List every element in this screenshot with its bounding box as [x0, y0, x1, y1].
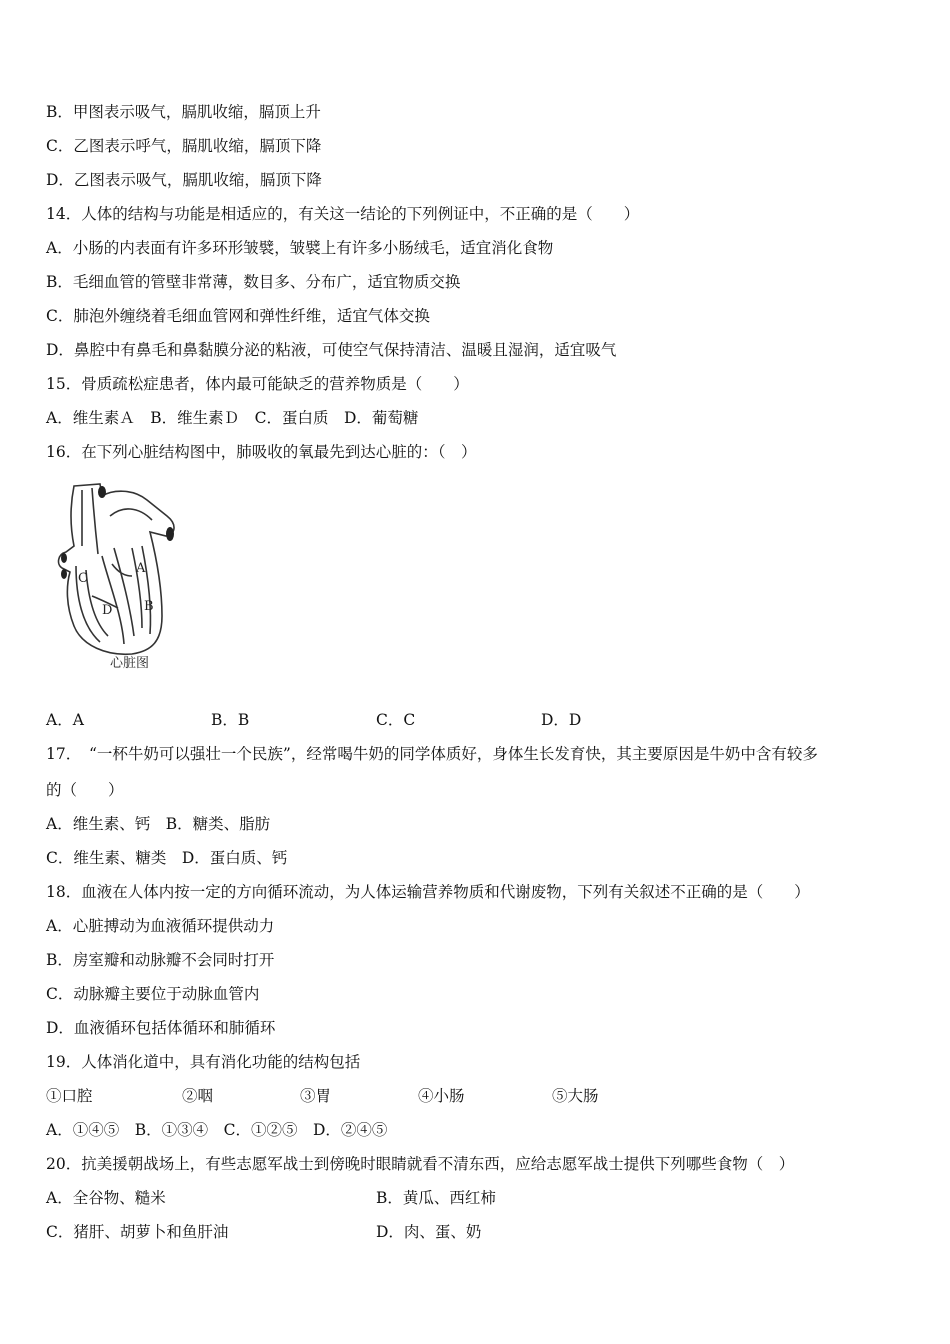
- q16-option-d: D．D: [541, 711, 582, 729]
- q15-stem: 15．骨质疏松症患者，体内最可能缺乏的营养物质是（ ）: [46, 375, 469, 393]
- q18-option-d: D．血液循环包括体循环和肺循环: [46, 1019, 276, 1037]
- q16-option-c: C．C: [376, 711, 416, 729]
- q18-option-b: B．房室瓣和动脉瓣不会同时打开: [46, 951, 275, 969]
- q18-stem: 18．血液在人体内按一定的方向循环流动，为人体运输营养物质和代谢废物，下列有关叙述不正确的是（ ）: [46, 883, 810, 901]
- q16-option-a: A．A: [46, 711, 84, 729]
- vessel-end-left-upper: [61, 553, 67, 563]
- q14-option-a: A．小肠的内表面有许多环形皱襞，皱襞上有许多小肠绒毛，适宜消化食物: [46, 239, 554, 257]
- valve-lines: [92, 564, 132, 608]
- q19-options: A．①④⑤ B．①③④ C．①②⑤ D．②④⑤: [46, 1121, 388, 1139]
- q15-options: A．维生素Ａ B．维生素Ｄ C．蛋白质 D．葡萄糖: [46, 409, 419, 427]
- q18-option-c: C．动脉瓣主要位于动脉血管内: [46, 985, 260, 1003]
- q14-option-b: B．毛细血管的管壁非常薄，数目多、分布广，适宜物质交换: [46, 273, 461, 291]
- label-c: C: [78, 571, 88, 586]
- q20-option-c: C．猪肝、胡萝卜和鱼肝油: [46, 1223, 229, 1241]
- vessel-end-top: [98, 486, 106, 498]
- label-a: A: [136, 561, 146, 576]
- q14-stem: 14．人体的结构与功能是相适应的，有关这一结论的下列例证中，不正确的是（ ）: [46, 205, 640, 223]
- q14-option-d: D．鼻腔中有鼻毛和鼻黏膜分泌的粘液，可使空气保持清洁、温暖且湿润，适宜吸气: [46, 341, 617, 359]
- q19-item-1: ①口腔: [46, 1087, 93, 1105]
- label-d: D: [102, 603, 113, 618]
- aorta-arch: [82, 488, 152, 554]
- q17-options-cd: C．维生素、糖类 D．蛋白质、钙: [46, 849, 288, 867]
- q17-stem-line1: 17． “一杯牛奶可以强壮一个民族”，经常喝牛奶的同学体质好，身体生长发育快，其主要原因是牛奶中含有较多: [46, 745, 818, 763]
- q13-option-c: C．乙图表示呼气，膈肌收缩，膈顶下降: [46, 137, 322, 155]
- left-side-wall: [132, 546, 151, 634]
- q19-item-3: ③胃: [300, 1087, 332, 1105]
- q18-option-a: A．心脏搏动为血液循环提供动力: [46, 917, 275, 935]
- q19-item-5: ⑤大肠: [552, 1087, 599, 1105]
- q17-stem-line2: 的（ ）: [46, 781, 124, 799]
- q16-option-b: B．B: [211, 711, 250, 729]
- q20-option-d: D．肉、蛋、奶: [376, 1223, 482, 1241]
- vessel-end-left-lower: [61, 569, 67, 579]
- label-b: B: [144, 599, 154, 614]
- q17-options-ab: A．维生素、钙 B．糖类、脂肪: [46, 815, 271, 833]
- q19-item-4: ④小肠: [418, 1087, 465, 1105]
- q14-option-c: C．肺泡外缠绕着毛细血管网和弹性纤维，适宜气体交换: [46, 307, 430, 325]
- q20-stem: 20．抗美援朝战场上，有些志愿军战士到傍晚时眼睛就看不清东西，应给志愿军战士提供下列哪些食物（ ）: [46, 1155, 795, 1173]
- q20-option-a: A．全谷物、糙米: [46, 1189, 166, 1207]
- q19-item-2: ②咽: [182, 1087, 214, 1105]
- figure-caption: 心脏图: [110, 656, 150, 671]
- q13-option-d: D．乙图表示吸气，膈肌收缩，膈顶下降: [46, 171, 322, 189]
- q13-option-b: B．甲图表示吸气，膈肌收缩，膈顶上升: [46, 103, 321, 121]
- septum: [102, 548, 134, 644]
- q19-stem: 19．人体消化道中，具有消化功能的结构包括: [46, 1053, 361, 1071]
- q16-stem: 16．在下列心脏结构图中，肺吸收的氧最先到达心脏的：（ ）: [46, 443, 477, 461]
- q20-option-b: B．黄瓜、西红柿: [376, 1189, 496, 1207]
- heart-diagram: [52, 476, 184, 676]
- vessel-end-right: [166, 527, 174, 541]
